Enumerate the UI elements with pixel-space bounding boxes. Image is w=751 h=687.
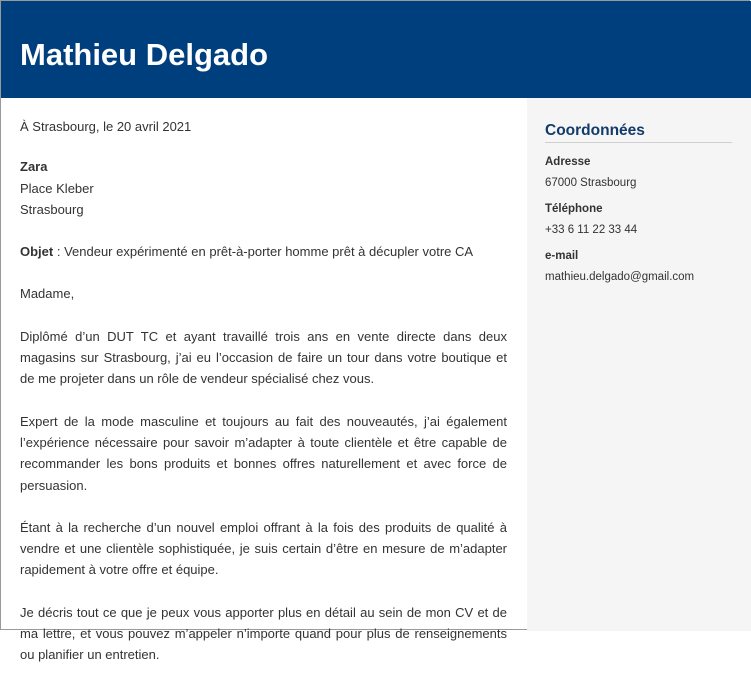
recipient-address (20, 156, 507, 220)
email-value: mathieu.delgado@gmail.com (545, 271, 695, 283)
paragraph-2: Expert de la mode masculine et toujours au fait des nouveautés, j’ai également l’expérience nécessaire pour savoir m’adapter à toute clientèle et être capable de recommander les bons produits et bonnes offres naturellement et avec force de persuasion. (20, 413, 507, 493)
letter-body (20, 116, 507, 687)
applicant-name: Mathieu Delgado (20, 37, 269, 72)
phone-value: +33 6 11 22 33 44 (545, 224, 638, 236)
sidebar-divider (545, 142, 732, 143)
recipient-street: Place Kleber (20, 180, 94, 196)
subject-text: : Vendeur expérimenté en prêt-à-porter homme prêt à décupler votre CA (53, 244, 474, 260)
email-label: e-mail (545, 250, 579, 262)
subject-label: Objet (20, 244, 54, 260)
letter-subject (20, 241, 507, 262)
sidebar-title: Coordonnées (545, 122, 645, 139)
salutation: Madame, (20, 286, 75, 302)
phone-label: Téléphone (545, 203, 603, 215)
recipient-city: Strasbourg (20, 201, 84, 217)
contact-sidebar (527, 98, 751, 631)
letter-date: À Strasbourg, le 20 avril 2021 (20, 119, 192, 134)
recipient-company: Zara (20, 159, 48, 175)
header-banner (1, 1, 751, 98)
address-value: 67000 Strasbourg (545, 177, 637, 189)
paragraph-4: Je décris tout ce que je peux vous apporter plus en détail au sein de mon CV et de ma lettre, et vous pouvez m’appeler n’importe quand pour plus de renseignements ou planifier un entretien. (20, 604, 507, 663)
paragraph-1: Diplômé d’un DUT TC et ayant travaillé trois ans en vente directe dans deux magasins sur Strasbourg, j’ai eu l’occasion de faire un tour dans votre boutique et de me projeter dans un rôle de vendeur spécialisé chez vous. (20, 328, 507, 387)
address-label: Adresse (545, 156, 591, 168)
paragraph-3: Étant à la recherche d’un nouvel emploi offrant à la fois des produits de qualité à vendre et une clientèle sophistiquée, je suis certain d’être en mesure de m’adapter rapidement à votre offre et équipe. (20, 519, 507, 578)
